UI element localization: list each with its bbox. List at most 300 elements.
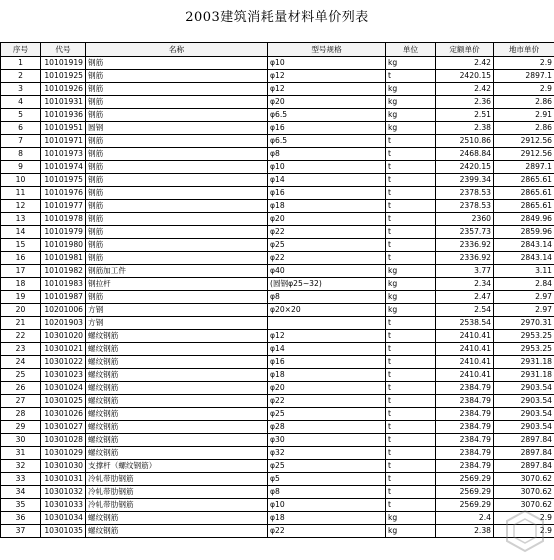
cell-seq: 24 <box>1 356 41 369</box>
cell-quota-price: 2378.53 <box>436 187 494 200</box>
header-unit: 单位 <box>386 43 436 57</box>
cell-name: 螺纹钢筋 <box>86 512 268 525</box>
cell-spec: φ16 <box>268 122 386 135</box>
cell-seq: 15 <box>1 239 41 252</box>
cell-name: 钢筋 <box>86 174 268 187</box>
table-row <box>1 174 554 187</box>
cell-quota-price: 2569.29 <box>436 499 494 512</box>
cell-name: 钢拉杆 <box>86 278 268 291</box>
cell-code: 10301030 <box>41 460 86 473</box>
cell-code: 10301026 <box>41 408 86 421</box>
cell-spec: φ20 <box>268 96 386 109</box>
cell-quota-price: 2.38 <box>436 122 494 135</box>
cell-spec: φ18 <box>268 200 386 213</box>
cell-unit: t <box>386 135 436 148</box>
cell-market-price: 2897.84 <box>494 460 554 473</box>
cell-name: 支撑杆（螺纹钢筋） <box>86 460 268 473</box>
cell-name: 螺纹钢筋 <box>86 330 268 343</box>
cell-spec: φ20 <box>268 213 386 226</box>
cell-name: 钢筋 <box>86 135 268 148</box>
cell-market-price: 2.9 <box>494 57 554 70</box>
cell-market-price: 2843.14 <box>494 252 554 265</box>
cell-unit: t <box>386 356 436 369</box>
cell-code: 10301035 <box>41 525 86 538</box>
cell-name: 钢筋 <box>86 200 268 213</box>
cell-quota-price: 2384.79 <box>436 434 494 447</box>
cell-code: 10101925 <box>41 70 86 83</box>
header-name: 名称 <box>86 43 268 57</box>
table-row <box>1 460 554 473</box>
cell-spec: φ32 <box>268 447 386 460</box>
cell-seq: 3 <box>1 83 41 96</box>
cell-name: 钢筋 <box>86 148 268 161</box>
cell-name: 螺纹钢筋 <box>86 369 268 382</box>
table-row <box>1 304 554 317</box>
table-row <box>1 148 554 161</box>
cell-seq: 18 <box>1 278 41 291</box>
cell-market-price: 2897.84 <box>494 434 554 447</box>
cell-code: 10101979 <box>41 226 86 239</box>
cell-quota-price: 2378.53 <box>436 200 494 213</box>
cell-spec: φ20×20 <box>268 304 386 317</box>
cell-unit: kg <box>386 304 436 317</box>
cell-seq: 11 <box>1 187 41 200</box>
cell-market-price: 2.9 <box>494 525 554 538</box>
cell-quota-price: 2510.86 <box>436 135 494 148</box>
cell-quota-price: 2336.92 <box>436 239 494 252</box>
cell-unit: t <box>386 226 436 239</box>
table-row <box>1 525 554 538</box>
cell-spec: φ28 <box>268 421 386 434</box>
header-code: 代号 <box>41 43 86 57</box>
cell-spec: φ14 <box>268 343 386 356</box>
cell-market-price: 2970.31 <box>494 317 554 330</box>
cell-market-price: 2953.25 <box>494 330 554 343</box>
cell-unit: t <box>386 343 436 356</box>
cell-spec: φ22 <box>268 226 386 239</box>
cell-seq: 25 <box>1 369 41 382</box>
cell-seq: 13 <box>1 213 41 226</box>
cell-seq: 21 <box>1 317 41 330</box>
cell-name: 圆钢 <box>86 122 268 135</box>
cell-spec: φ25 <box>268 408 386 421</box>
cell-name: 方钢 <box>86 317 268 330</box>
cell-code: 10301022 <box>41 356 86 369</box>
cell-seq: 16 <box>1 252 41 265</box>
table-row <box>1 57 554 70</box>
cell-spec: φ6.5 <box>268 135 386 148</box>
cell-quota-price: 2.54 <box>436 304 494 317</box>
table-row <box>1 122 554 135</box>
cell-unit: kg <box>386 291 436 304</box>
cell-quota-price: 3.77 <box>436 265 494 278</box>
table-row <box>1 200 554 213</box>
cell-market-price: 2859.96 <box>494 226 554 239</box>
table-row <box>1 70 554 83</box>
cell-market-price: 2865.61 <box>494 187 554 200</box>
cell-market-price: 2.97 <box>494 291 554 304</box>
cell-market-price: 3070.62 <box>494 473 554 486</box>
cell-spec: φ30 <box>268 434 386 447</box>
cell-name: 钢筋加工件 <box>86 265 268 278</box>
cell-code: 10101936 <box>41 109 86 122</box>
cell-unit: kg <box>386 122 436 135</box>
cell-unit: t <box>386 174 436 187</box>
table-row <box>1 291 554 304</box>
cell-seq: 1 <box>1 57 41 70</box>
cell-spec: φ10 <box>268 499 386 512</box>
cell-name: 螺纹钢筋 <box>86 356 268 369</box>
cell-quota-price: 2.47 <box>436 291 494 304</box>
cell-quota-price: 2.38 <box>436 525 494 538</box>
cell-quota-price: 2384.79 <box>436 395 494 408</box>
table-row <box>1 447 554 460</box>
cell-unit: t <box>386 317 436 330</box>
cell-quota-price: 2384.79 <box>436 447 494 460</box>
cell-seq: 32 <box>1 460 41 473</box>
table-row <box>1 213 554 226</box>
cell-seq: 14 <box>1 226 41 239</box>
cell-quota-price: 2410.41 <box>436 343 494 356</box>
cell-quota-price: 2420.15 <box>436 70 494 83</box>
table-row <box>1 239 554 252</box>
header-spec: 型号规格 <box>268 43 386 57</box>
cell-code: 10101919 <box>41 57 86 70</box>
cell-code: 10301020 <box>41 330 86 343</box>
header-quota-price: 定额单价 <box>436 43 494 57</box>
cell-code: 10201006 <box>41 304 86 317</box>
cell-spec: φ22 <box>268 525 386 538</box>
cell-spec: φ8 <box>268 291 386 304</box>
cell-unit: t <box>386 499 436 512</box>
cell-quota-price: 2.42 <box>436 83 494 96</box>
table-row <box>1 356 554 369</box>
cell-seq: 8 <box>1 148 41 161</box>
cell-quota-price: 2336.92 <box>436 252 494 265</box>
cell-market-price: 2931.18 <box>494 369 554 382</box>
cell-market-price: 2897.1 <box>494 161 554 174</box>
cell-unit: kg <box>386 265 436 278</box>
cell-market-price: 2903.54 <box>494 395 554 408</box>
table-row <box>1 382 554 395</box>
cell-seq: 35 <box>1 499 41 512</box>
cell-market-price: 2.84 <box>494 278 554 291</box>
cell-spec: φ8 <box>268 148 386 161</box>
cell-name: 螺纹钢筋 <box>86 434 268 447</box>
cell-unit: t <box>386 486 436 499</box>
table-row <box>1 421 554 434</box>
cell-quota-price: 2399.34 <box>436 174 494 187</box>
cell-spec: φ5 <box>268 473 386 486</box>
cell-name: 钢筋 <box>86 96 268 109</box>
cell-quota-price: 2384.79 <box>436 460 494 473</box>
cell-unit: kg <box>386 512 436 525</box>
cell-spec: φ16 <box>268 356 386 369</box>
cell-unit: t <box>386 70 436 83</box>
watermark-logo-icon <box>502 508 548 554</box>
cell-name: 钢筋 <box>86 57 268 70</box>
cell-quota-price: 2.4 <box>436 512 494 525</box>
cell-market-price: 2903.54 <box>494 421 554 434</box>
cell-name: 冷轧带肋钢筋 <box>86 486 268 499</box>
cell-name: 钢筋 <box>86 291 268 304</box>
cell-seq: 33 <box>1 473 41 486</box>
cell-market-price: 2.86 <box>494 122 554 135</box>
cell-seq: 28 <box>1 408 41 421</box>
cell-quota-price: 2360 <box>436 213 494 226</box>
cell-code: 10301024 <box>41 382 86 395</box>
cell-seq: 30 <box>1 434 41 447</box>
cell-spec: φ14 <box>268 174 386 187</box>
table-row <box>1 408 554 421</box>
cell-unit: kg <box>386 109 436 122</box>
header-market-price: 地市单价 <box>494 43 554 57</box>
cell-code: 10301025 <box>41 395 86 408</box>
cell-quota-price: 2.34 <box>436 278 494 291</box>
cell-spec: φ12 <box>268 83 386 96</box>
header-row <box>1 43 554 57</box>
cell-code: 10101974 <box>41 161 86 174</box>
cell-name: 钢筋 <box>86 83 268 96</box>
table-row <box>1 330 554 343</box>
cell-code: 10301034 <box>41 512 86 525</box>
cell-market-price: 2912.56 <box>494 135 554 148</box>
cell-market-price: 2865.61 <box>494 174 554 187</box>
cell-market-price: 2.86 <box>494 96 554 109</box>
cell-name: 螺纹钢筋 <box>86 447 268 460</box>
cell-unit: t <box>386 395 436 408</box>
cell-code: 10301031 <box>41 473 86 486</box>
cell-unit: t <box>386 148 436 161</box>
cell-spec: φ6.5 <box>268 109 386 122</box>
cell-name: 钢筋 <box>86 161 268 174</box>
cell-quota-price: 2569.29 <box>436 486 494 499</box>
cell-name: 钢筋 <box>86 70 268 83</box>
cell-quota-price: 2420.15 <box>436 161 494 174</box>
cell-code: 10301032 <box>41 486 86 499</box>
cell-spec: φ12 <box>268 70 386 83</box>
cell-unit: t <box>386 421 436 434</box>
cell-code: 10101987 <box>41 291 86 304</box>
cell-code: 10101975 <box>41 174 86 187</box>
table-row <box>1 499 554 512</box>
cell-code: 10301023 <box>41 369 86 382</box>
cell-seq: 10 <box>1 174 41 187</box>
cell-name: 冷轧带肋钢筋 <box>86 473 268 486</box>
table-row <box>1 135 554 148</box>
table-row <box>1 473 554 486</box>
cell-market-price: 3070.62 <box>494 486 554 499</box>
cell-spec: φ25 <box>268 239 386 252</box>
cell-code: 10101931 <box>41 96 86 109</box>
cell-unit: t <box>386 460 436 473</box>
cell-name: 螺纹钢筋 <box>86 395 268 408</box>
table-row <box>1 161 554 174</box>
cell-name: 方钢 <box>86 304 268 317</box>
table-row <box>1 486 554 499</box>
table-row <box>1 226 554 239</box>
cell-name: 螺纹钢筋 <box>86 421 268 434</box>
cell-name: 冷轧带肋钢筋 <box>86 499 268 512</box>
cell-code: 10101971 <box>41 135 86 148</box>
cell-name: 螺纹钢筋 <box>86 343 268 356</box>
table-row <box>1 265 554 278</box>
cell-code: 10101973 <box>41 148 86 161</box>
table-row <box>1 395 554 408</box>
cell-market-price: 2903.54 <box>494 408 554 421</box>
cell-spec: φ40 <box>268 265 386 278</box>
cell-quota-price: 2410.41 <box>436 356 494 369</box>
cell-unit: t <box>386 252 436 265</box>
cell-market-price: 2897.84 <box>494 447 554 460</box>
table-row <box>1 317 554 330</box>
cell-seq: 2 <box>1 70 41 83</box>
cell-unit: t <box>386 330 436 343</box>
table-row <box>1 187 554 200</box>
cell-spec: φ18 <box>268 369 386 382</box>
cell-spec: φ16 <box>268 187 386 200</box>
cell-unit: t <box>386 382 436 395</box>
cell-seq: 31 <box>1 447 41 460</box>
cell-code: 10101982 <box>41 265 86 278</box>
cell-code: 10301033 <box>41 499 86 512</box>
cell-seq: 34 <box>1 486 41 499</box>
table-row <box>1 434 554 447</box>
cell-seq: 26 <box>1 382 41 395</box>
cell-spec: φ25 <box>268 460 386 473</box>
cell-unit: kg <box>386 96 436 109</box>
cell-quota-price: 2538.54 <box>436 317 494 330</box>
cell-name: 钢筋 <box>86 252 268 265</box>
cell-code: 10101977 <box>41 200 86 213</box>
cell-unit: t <box>386 473 436 486</box>
cell-unit: kg <box>386 278 436 291</box>
cell-market-price: 2897.1 <box>494 70 554 83</box>
cell-seq: 37 <box>1 525 41 538</box>
cell-market-price: 2.9 <box>494 512 554 525</box>
cell-seq: 22 <box>1 330 41 343</box>
cell-code: 10101983 <box>41 278 86 291</box>
cell-unit: t <box>386 434 436 447</box>
cell-market-price: 2912.56 <box>494 148 554 161</box>
cell-code: 10101976 <box>41 187 86 200</box>
cell-market-price: 2.91 <box>494 109 554 122</box>
table-body <box>1 57 554 538</box>
cell-name: 钢筋 <box>86 213 268 226</box>
cell-market-price: 3.11 <box>494 265 554 278</box>
cell-spec: φ10 <box>268 161 386 174</box>
cell-quota-price: 2384.79 <box>436 421 494 434</box>
cell-quota-price: 2569.29 <box>436 473 494 486</box>
cell-code: 10101978 <box>41 213 86 226</box>
table-row <box>1 278 554 291</box>
cell-spec <box>268 317 386 330</box>
cell-unit: t <box>386 161 436 174</box>
cell-seq: 29 <box>1 421 41 434</box>
cell-name: 钢筋 <box>86 226 268 239</box>
cell-spec: (圆钢φ25~32) <box>268 278 386 291</box>
cell-code: 10101951 <box>41 122 86 135</box>
table-row <box>1 96 554 109</box>
cell-seq: 19 <box>1 291 41 304</box>
cell-code: 10101926 <box>41 83 86 96</box>
cell-seq: 6 <box>1 122 41 135</box>
table-row <box>1 83 554 96</box>
price-table <box>0 42 554 538</box>
cell-unit: kg <box>386 57 436 70</box>
cell-market-price: 2953.25 <box>494 343 554 356</box>
cell-name: 钢筋 <box>86 109 268 122</box>
cell-market-price: 3070.62 <box>494 499 554 512</box>
cell-spec: φ20 <box>268 382 386 395</box>
cell-seq: 36 <box>1 512 41 525</box>
cell-quota-price: 2384.79 <box>436 408 494 421</box>
cell-market-price: 2931.18 <box>494 356 554 369</box>
table-row <box>1 512 554 525</box>
cell-market-price: 2.97 <box>494 304 554 317</box>
page-title: 2003建筑消耗量材料单价列表 <box>185 10 369 25</box>
cell-code: 10201903 <box>41 317 86 330</box>
cell-unit: t <box>386 239 436 252</box>
cell-spec: φ22 <box>268 395 386 408</box>
cell-quota-price: 2.42 <box>436 57 494 70</box>
cell-name: 螺纹钢筋 <box>86 525 268 538</box>
cell-unit: t <box>386 408 436 421</box>
cell-name: 螺纹钢筋 <box>86 408 268 421</box>
cell-spec: φ10 <box>268 57 386 70</box>
cell-unit: t <box>386 447 436 460</box>
cell-code: 10101980 <box>41 239 86 252</box>
cell-spec: φ18 <box>268 512 386 525</box>
cell-spec: φ22 <box>268 252 386 265</box>
cell-name: 钢筋 <box>86 187 268 200</box>
cell-quota-price: 2.51 <box>436 109 494 122</box>
cell-name: 螺纹钢筋 <box>86 382 268 395</box>
cell-spec: φ12 <box>268 330 386 343</box>
cell-unit: t <box>386 187 436 200</box>
cell-seq: 9 <box>1 161 41 174</box>
cell-quota-price: 2410.41 <box>436 330 494 343</box>
cell-unit: kg <box>386 83 436 96</box>
table-row <box>1 369 554 382</box>
table-row <box>1 343 554 356</box>
cell-quota-price: 2357.73 <box>436 226 494 239</box>
cell-code: 10301029 <box>41 447 86 460</box>
cell-code: 10101981 <box>41 252 86 265</box>
cell-seq: 12 <box>1 200 41 213</box>
cell-name: 钢筋 <box>86 239 268 252</box>
cell-seq: 23 <box>1 343 41 356</box>
header-seq: 序号 <box>1 43 41 57</box>
cell-unit: t <box>386 369 436 382</box>
cell-seq: 27 <box>1 395 41 408</box>
cell-market-price: 2865.61 <box>494 200 554 213</box>
cell-spec: φ8 <box>268 486 386 499</box>
cell-unit: kg <box>386 525 436 538</box>
cell-quota-price: 2.36 <box>436 96 494 109</box>
cell-market-price: 2.9 <box>494 83 554 96</box>
cell-code: 10301027 <box>41 421 86 434</box>
cell-seq: 7 <box>1 135 41 148</box>
cell-market-price: 2903.54 <box>494 382 554 395</box>
cell-code: 10301028 <box>41 434 86 447</box>
cell-quota-price: 2410.41 <box>436 369 494 382</box>
cell-code: 10301021 <box>41 343 86 356</box>
cell-quota-price: 2384.79 <box>436 382 494 395</box>
cell-market-price: 2849.96 <box>494 213 554 226</box>
cell-market-price: 2843.14 <box>494 239 554 252</box>
cell-seq: 20 <box>1 304 41 317</box>
